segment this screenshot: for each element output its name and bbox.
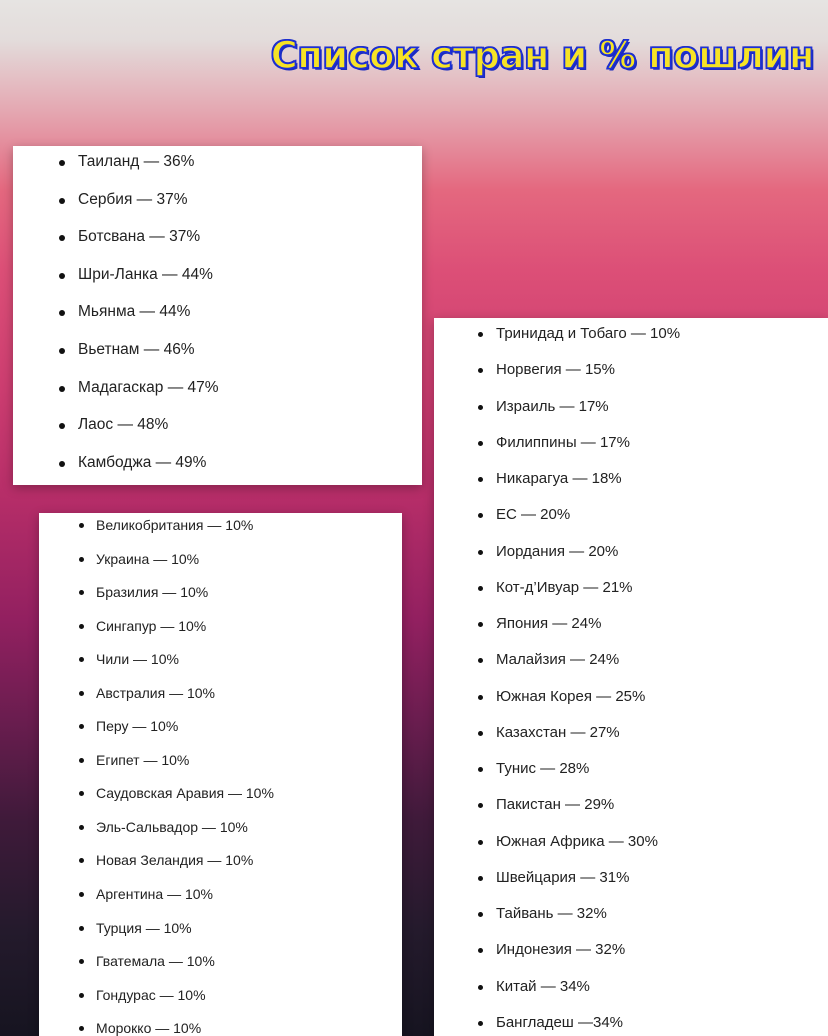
list-item: Камбоджа — 49% [13,453,422,485]
list-item: Израиль — 17% [434,397,828,433]
list-item: Таиланд — 36% [13,152,422,190]
list-item: Казахстан — 27% [434,723,828,759]
list-item: Гондурас — 10% [39,985,402,1019]
list-item: Кот-д’Ивуар — 21% [434,578,828,614]
list-item: Египет — 10% [39,750,402,784]
list-item: ЕС — 20% [434,505,828,541]
list-item: Швейцария — 31% [434,868,828,904]
list-item: Бангладеш —34% [434,1013,828,1036]
list-item: Мьянма — 44% [13,302,422,340]
list-item: Южная Африка — 30% [434,832,828,868]
list-item: Эль-Сальвадор — 10% [39,817,402,851]
list-item: Тринидад и Тобаго — 10% [434,324,828,360]
list-item: Новая Зеландия — 10% [39,850,402,884]
list-item: Великобритания — 10% [39,515,402,549]
tariff-list [13,146,422,485]
list-item: Чили — 10% [39,649,402,683]
tariff-list-card-base [39,513,402,1036]
list-item: Сингапур — 10% [39,616,402,650]
page-title: Список стран и % пошлин [270,34,814,77]
list-item: Филиппины — 17% [434,433,828,469]
list-item: Саудовская Аравия — 10% [39,783,402,817]
list-item: Бразилия — 10% [39,582,402,616]
tariff-list [434,318,828,1036]
list-item: Малайзия — 24% [434,650,828,686]
list-item: Тайвань — 32% [434,904,828,940]
list-item: Морокко — 10% [39,1018,402,1036]
list-item: Индонезия — 32% [434,940,828,976]
list-item: Мадагаскар — 47% [13,378,422,416]
list-item: Шри-Ланка — 44% [13,265,422,303]
list-item: Австралия — 10% [39,683,402,717]
list-item: Лаос — 48% [13,415,422,453]
list-item: Вьетнам — 46% [13,340,422,378]
list-item: Китай — 34% [434,977,828,1013]
list-item: Турция — 10% [39,918,402,952]
list-item: Пакистан — 29% [434,795,828,831]
list-item: Сербия — 37% [13,190,422,228]
tariff-list-card-mid [434,318,828,1036]
list-item: Гватемала — 10% [39,951,402,985]
tariff-list [39,513,402,1036]
list-item: Южная Корея — 25% [434,687,828,723]
list-item: Никарагуа — 18% [434,469,828,505]
list-item: Иордания — 20% [434,542,828,578]
list-item: Украина — 10% [39,549,402,583]
list-item: Аргентина — 10% [39,884,402,918]
list-item: Ботсвана — 37% [13,227,422,265]
list-item: Перу — 10% [39,716,402,750]
list-item: Тунис — 28% [434,759,828,795]
list-item: Япония — 24% [434,614,828,650]
list-item: Норвегия — 15% [434,360,828,396]
tariff-list-card-high [13,146,422,485]
